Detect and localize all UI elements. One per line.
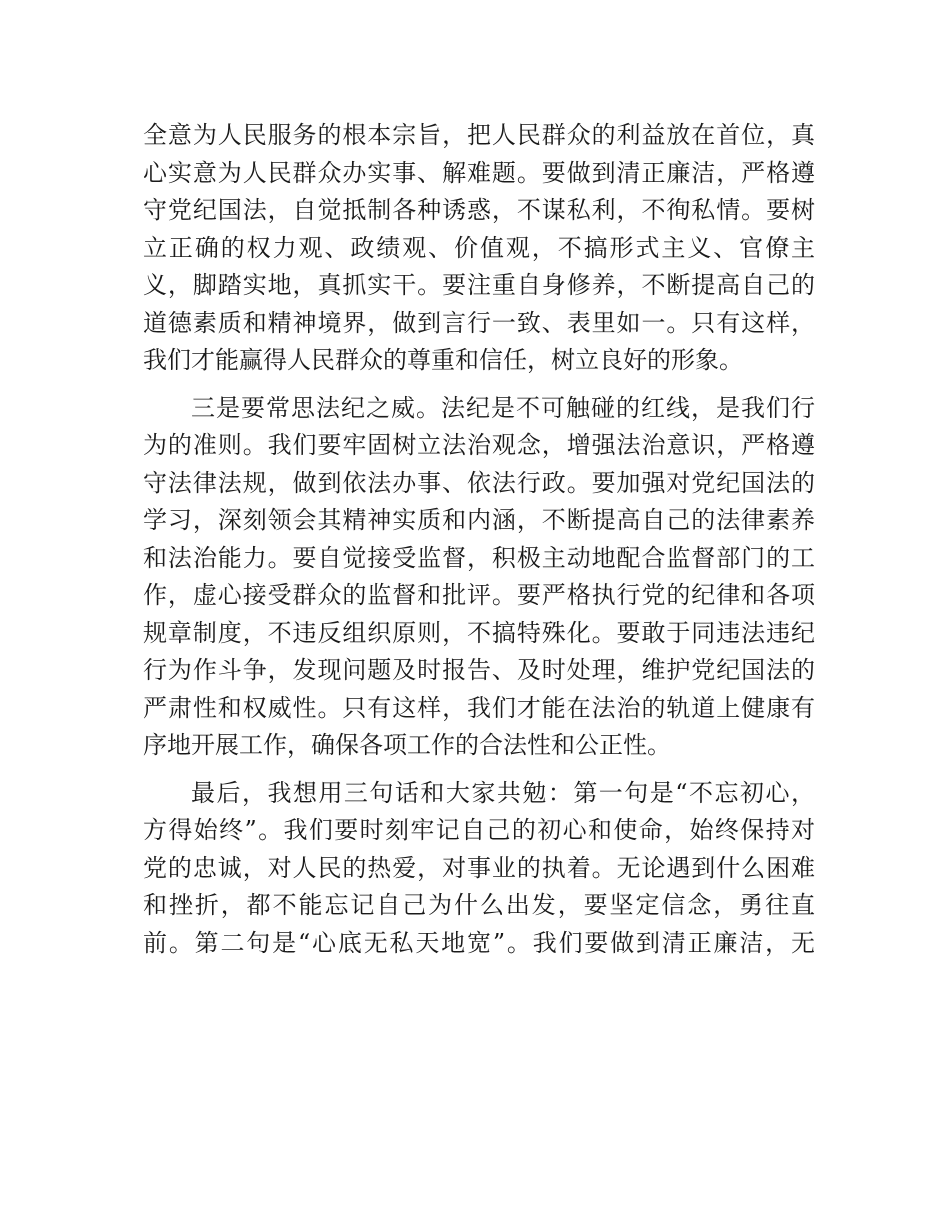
text-line: 前。第二句是“心底无私天地宽”。我们要做到清正廉洁，无: [143, 928, 815, 957]
text-line: 党的忠诚，对人民的热爱，对事业的执着。无论遇到什么困难: [143, 853, 815, 882]
paragraph-1: [143, 117, 815, 380]
text-line: 道德素质和精神境界，做到言行一致、表里如一。只有这样，: [143, 308, 815, 337]
text-line: 立正确的权力观、政绩观、价值观，不搞形式主义、官僚主: [143, 233, 815, 262]
text-line: 作，虚心接受群众的监督和批评。要严格执行党的纪律和各项: [143, 581, 815, 609]
text-line: 和挫折，都不能忘记自己为什么出发，要坚定信念，勇往直: [143, 891, 815, 919]
text-line: 为的准则。我们要牢固树立法治观念，增强法治意识，严格遵: [143, 431, 815, 459]
paragraph-3: [143, 775, 815, 963]
text-line: 方得始终”。我们要时刻牢记自己的初心和使命，始终保持对: [143, 816, 815, 844]
document-body: [143, 117, 815, 962]
text-line: 严肃性和权威性。只有这样，我们才能在法治的轨道上健康有: [143, 693, 815, 722]
text-line: 行为作斗争，发现问题及时报告、及时处理，维护党纪国法的: [143, 656, 815, 684]
text-line: 我们才能赢得人民群众的尊重和信任，树立良好的形象。: [143, 346, 743, 374]
text-line: 守法律法规，做到依法办事、依法行政。要加强对党纪国法的: [143, 468, 815, 497]
text-line: 学习，深刻领会其精神实质和内涵，不断提高自己的法律素养: [143, 506, 815, 534]
text-line: 规章制度，不违反组织原则，不搞特殊化。要敢于同违法违纪: [143, 618, 815, 647]
text-line: 序地开展工作，确保各项工作的合法性和公正性。: [143, 731, 671, 759]
text-line: 最后，我想用三句话和大家共勉：第一句是“不忘初心，: [191, 778, 815, 807]
paragraph-spacing: [143, 380, 815, 390]
text-line: 和法治能力。要自觉接受监督，积极主动地配合监督部门的工: [143, 543, 815, 572]
text-line: 全意为人民服务的根本宗旨，把人民群众的利益放在首位，真: [143, 121, 815, 149]
text-line: 义，脚踏实地，真抓实干。要注重自身修养，不断提高自己的: [143, 271, 815, 299]
text-line: 三是要常思法纪之威。法纪是不可触碰的红线，是我们行: [191, 393, 815, 422]
paragraph-spacing: [143, 765, 815, 775]
text-line: 守党纪国法，自觉抵制各种诱惑，不谋私利，不徇私情。要树: [143, 196, 815, 224]
paragraph-2: [143, 390, 815, 765]
text-line: 心实意为人民群众办实事、解难题。要做到清正廉洁，严格遵: [143, 158, 815, 187]
